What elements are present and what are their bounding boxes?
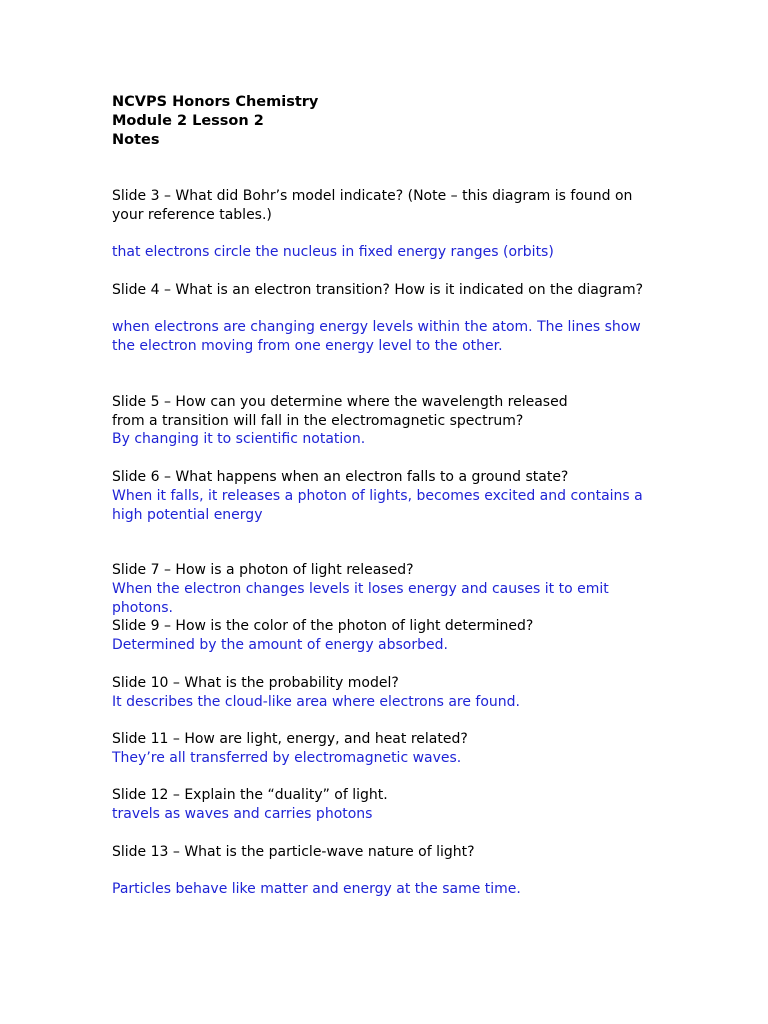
module-lesson: Module 2 Lesson 2 <box>112 113 264 129</box>
answer-slide-10: It describes the cloud-like area where electrons are found. <box>112 694 521 710</box>
answer-slide-4: when electrons are changing energy levels within the atom. The lines show the electron moving from one energy level to the other. <box>112 319 641 354</box>
course-title: NCVPS Honors Chemistry <box>112 94 319 110</box>
answer-slide-12: travels as waves and carries photons <box>112 806 373 822</box>
question-slide-4: Slide 4 – What is an electron transition? How is it indicated on the diagram? <box>112 282 644 298</box>
question-slide-10: Slide 10 – What is the probability model? <box>112 675 399 691</box>
answer-slide-13: Particles behave like matter and energy at the same time. <box>112 881 521 897</box>
question-slide-9: Slide 9 – How is the color of the photon of light determined? <box>112 618 534 634</box>
answer-slide-7: When the electron changes levels it loses energy and causes it to emit photons. <box>112 581 609 616</box>
question-slide-13: Slide 13 – What is the particle-wave nature of light? <box>112 844 475 860</box>
answer-slide-9: Determined by the amount of energy absorbed. <box>112 637 448 653</box>
answer-slide-6: When it falls, it releases a photon of lights, becomes excited and contains a high potential energy <box>112 488 643 523</box>
answer-slide-11: They’re all transferred by electromagnetic waves. <box>112 750 462 766</box>
question-slide-7: Slide 7 – How is a photon of light released? <box>112 562 414 578</box>
notes-title: Notes <box>112 132 160 148</box>
question-slide-11: Slide 11 – How are light, energy, and heat related? <box>112 731 468 747</box>
question-slide-12: Slide 12 – Explain the “duality” of light. <box>112 787 388 803</box>
answer-slide-5: By changing it to scientific notation. <box>112 431 366 447</box>
document-header <box>112 93 318 150</box>
answer-slide-3: that electrons circle the nucleus in fixed energy ranges (orbits) <box>112 244 554 260</box>
question-slide-6: Slide 6 – What happens when an electron falls to a ground state? <box>112 469 569 485</box>
question-slide-5: Slide 5 – How can you determine where the wavelength released from a transition will fall in the electromagnetic spectrum? <box>112 394 568 429</box>
question-slide-3: Slide 3 – What did Bohr’s model indicate? (Note – this diagram is found on your reference tables.) <box>112 188 633 223</box>
